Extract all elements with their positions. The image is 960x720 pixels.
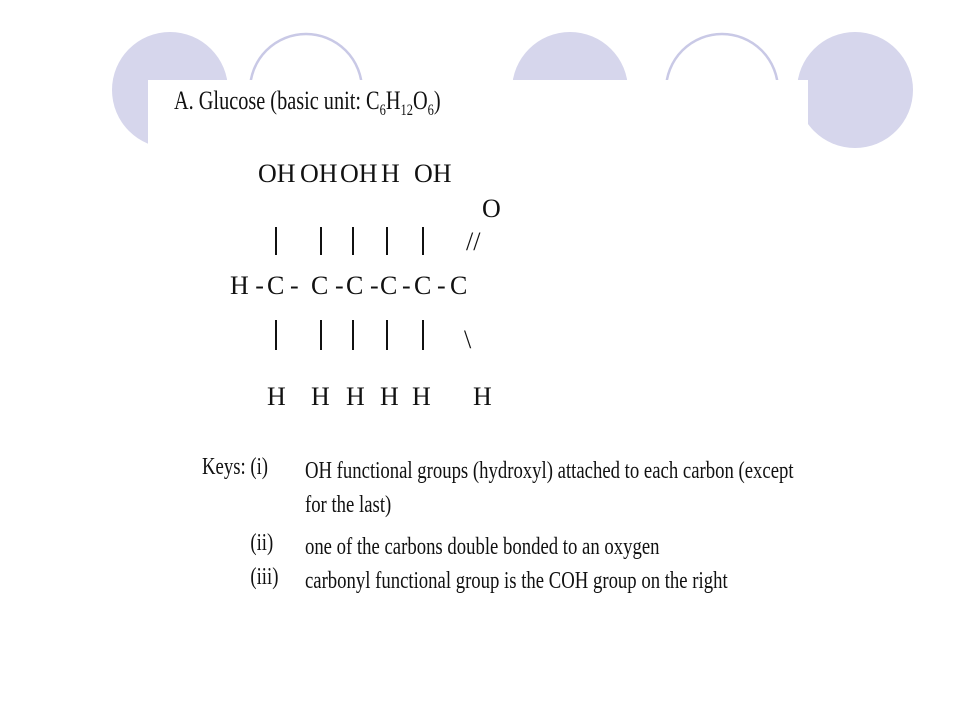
top-group-2: OH [300,159,338,188]
top-group-1: OH [258,159,296,188]
upper-bonds [276,227,423,255]
dash-5: - [437,271,446,300]
glucose-structure-image [148,80,808,640]
double-bond-oxygen: O [482,194,501,223]
top-group-4: H [381,159,400,188]
bottom-groups [267,382,492,411]
bottom-group-6: H [473,382,492,411]
lower-bonds [276,320,423,350]
key-item-text: OH functional groups (hydroxyl) attached to each carbon (except for the last) [304,458,794,518]
key-item-number: (iii) [250,564,279,590]
dash-4: - [402,271,411,300]
carbon-chain [230,271,467,300]
bottom-group-1: H [267,382,286,411]
key-item-number: (ii) [250,530,274,556]
key-item-number: (i) [250,454,269,480]
chain-start: H - [230,271,264,300]
top-group-3: OH [340,159,378,188]
carbon-6: C [450,271,468,300]
key-item-text: carbonyl functional group is the COH group on the right [304,568,728,594]
bottom-group-3: H [346,382,365,411]
image-title: A. Glucose (basic unit: $C_6H_{12}O_6$) [174,86,441,120]
keys-label: Keys: [202,454,246,480]
glucose-structural-formula [148,80,808,440]
key-item-1 [250,454,804,522]
key-item-text: one of the carbons double bonded to an oxygen [304,534,660,560]
bottom-group-5: H [412,382,431,411]
carbon-1: C [267,271,285,300]
dash-1: - [290,271,299,300]
dash-3: - [370,271,379,300]
bottom-group-4: H [380,382,399,411]
carbon-2: C [311,271,329,300]
key-item-3 [250,564,804,598]
double-bond: // [466,227,481,256]
top-groups [258,159,452,188]
single-bond: \ [464,325,472,354]
dash-2: - [335,271,344,300]
top-group-5: OH [414,159,452,188]
carbon-3: C [346,271,364,300]
circle-filled-3 [797,32,913,148]
bottom-group-2: H [311,382,330,411]
carbon-4: C [380,271,398,300]
key-item-2 [250,530,804,564]
carbon-5: C [414,271,432,300]
